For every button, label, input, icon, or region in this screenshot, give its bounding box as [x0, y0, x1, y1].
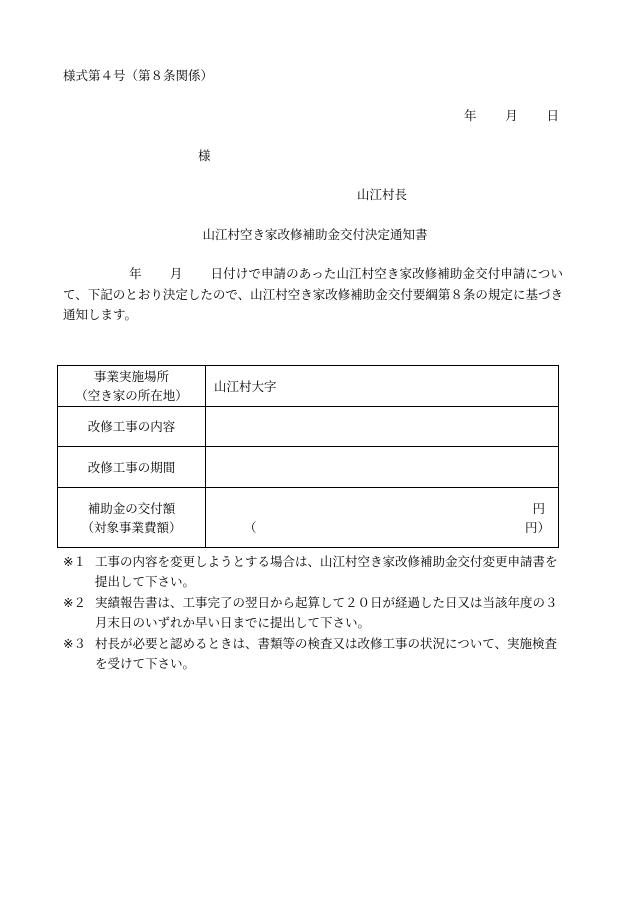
sender: 山江村長 — [357, 187, 408, 202]
notes — [63, 552, 563, 675]
date-month: 月 — [505, 108, 518, 123]
table-label — [58, 488, 206, 548]
table-row — [58, 488, 559, 548]
table-label: 改修工事の内容 — [58, 407, 206, 447]
work-content-value — [206, 407, 559, 447]
note-text: 工事の内容を変更しようとする場合は、山江村空き家改修補助金交付変更申請書を提出して下さい。 — [95, 554, 558, 589]
note-text: 実績報告書は、工事完了の翌日から起算して２０日が経過した日又は当該年度の３月末日のいずれか早い日までに提出して下さい。 — [95, 595, 558, 630]
note-item — [63, 634, 563, 674]
label-line: 補助金の交付額 — [87, 500, 176, 516]
table-row — [58, 447, 559, 488]
form-number: 様式第４号（第８条関係） — [63, 68, 214, 83]
addressee: 様 — [198, 148, 211, 163]
paren-open: （ — [244, 519, 257, 535]
note-text: 村長が必要と認めるときは、書類等の検査又は改修工事の状況について、実施検査を受けて下さい。 — [95, 636, 558, 671]
body-year: 年 — [129, 266, 142, 281]
paren-close: 円） — [524, 519, 550, 535]
note-item — [63, 593, 563, 633]
date-day: 日 — [546, 108, 559, 123]
location-value: 山江村大字 — [206, 366, 559, 407]
label-line: （対象事業費額） — [81, 519, 182, 535]
document-title: 山江村空き家改修補助金交付決定通知書 — [202, 227, 428, 242]
note-mark: ※１ — [63, 554, 86, 569]
date-year: 年 — [464, 108, 477, 123]
label-line: 事業実施場所 — [93, 369, 169, 384]
work-period-value — [206, 447, 559, 488]
table-label: 改修工事の期間 — [58, 447, 206, 488]
info-table — [57, 365, 559, 548]
note-item — [63, 552, 563, 592]
body-paragraph — [63, 264, 563, 326]
label-line: （空き家の所在地） — [75, 388, 188, 403]
table-row — [58, 407, 559, 447]
date-line — [464, 106, 559, 124]
yen-unit: 円 — [532, 500, 545, 516]
body-month: 月 — [169, 266, 183, 281]
subsidy-amount-cell — [206, 488, 559, 548]
table-row — [58, 366, 559, 407]
body-text: 日付けで申請のあった山江村空き家改修補助金交付申請について、下記のとおり決定したので、山江村空き家改修補助金交付要綱第８条の規定に基づき通知します。 — [63, 266, 563, 322]
note-mark: ※３ — [63, 636, 86, 651]
table-label — [58, 366, 206, 407]
note-mark: ※２ — [63, 595, 86, 610]
